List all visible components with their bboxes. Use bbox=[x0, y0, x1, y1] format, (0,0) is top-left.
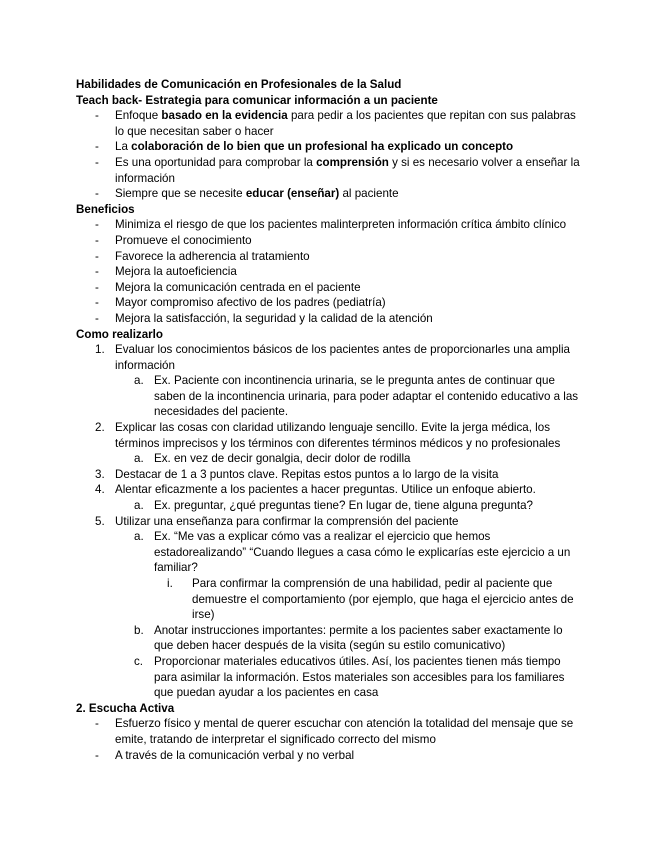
list-marker: 2. bbox=[95, 421, 105, 435]
list-marker: a. bbox=[134, 530, 144, 544]
list-marker: a. bbox=[134, 499, 144, 513]
list-marker: b. bbox=[134, 623, 144, 637]
list-item: - Siempre que se necesite educar (enseñar) al paciente bbox=[95, 187, 399, 201]
sub-sub-step: i. Para confirmar la comprensión de una habilidad, pedir al paciente que demuestre el comportamiento (por ejemplo, que haga el ejercicio antes de irse) bbox=[167, 577, 574, 622]
list-marker: 4. bbox=[95, 483, 105, 497]
list-marker: 1. bbox=[95, 343, 105, 357]
list-item: - Mejora la comunicación centrada en el paciente bbox=[95, 280, 361, 294]
list-marker: - bbox=[95, 717, 99, 731]
document-page bbox=[76, 77, 581, 763]
list-marker: - bbox=[95, 748, 99, 762]
list-marker: - bbox=[95, 187, 99, 201]
list-item: - Enfoque basado en la evidencia para pedir a los pacientes que repitan con sus palabras lo que necesitan saber o hacer bbox=[95, 109, 576, 138]
list-marker: - bbox=[95, 233, 99, 247]
list-marker: i. bbox=[167, 577, 173, 590]
numbered-step: 1. Evaluar los conocimientos básicos de los pacientes antes de proporcionarles una amplia información bbox=[95, 343, 570, 372]
teach-back-heading: Teach back- Estrategia para comunicar información a un paciente bbox=[76, 93, 438, 107]
escucha-activa-heading: 2. Escucha Activa bbox=[76, 701, 175, 715]
numbered-step: 3. Destacar de 1 a 3 puntos clave. Repitas estos puntos a lo largo de la visita bbox=[95, 467, 499, 481]
list-item: - A través de la comunicación verbal y no verbal bbox=[95, 748, 355, 762]
list-marker: - bbox=[95, 155, 99, 169]
list-item: - Es una oportunidad para comprobar la comprensión y si es necesario volver a enseñar la información bbox=[95, 155, 580, 185]
sub-step: a. Ex. “Me vas a explicar cómo vas a realizar el ejercicio que hemos estadorealizando” “Cuando llegues a casa cómo le explicarías este ejercicio a un familiar? bbox=[134, 530, 571, 575]
sub-step: a. Ex. en vez de decir gonalgia, decir dolor de rodilla bbox=[134, 452, 411, 466]
list-marker: a. bbox=[134, 452, 144, 466]
sub-step: c. Proporcionar materiales educativos útiles. Así, los pacientes tienen más tiempo para asimilar la información. Estos materiales son accesibles para los familiares que puedan ayudar a los pacientes en casa bbox=[134, 654, 565, 700]
list-item: - Favorece la adherencia al tratamiento bbox=[95, 249, 310, 263]
sub-step: a. Ex. preguntar, ¿qué preguntas tiene? En lugar de, tiene alguna pregunta? bbox=[134, 499, 534, 513]
list-item: - La colaboración de lo bien que un profesional ha explicado un concepto bbox=[95, 140, 514, 154]
document-title: Habilidades de Comunicación en Profesionales de la Salud bbox=[76, 78, 402, 91]
list-marker: 5. bbox=[95, 514, 105, 528]
list-item: - Promueve el conocimiento bbox=[95, 233, 252, 247]
list-marker: - bbox=[95, 249, 99, 263]
list-item: - Minimiza el riesgo de que los pacientes malinterpreten información crítica ámbito clínico bbox=[95, 218, 567, 232]
list-marker: a. bbox=[134, 374, 144, 388]
numbered-step: 4. Alentar eficazmente a los pacientes a hacer preguntas. Utilice un enfoque abierto. bbox=[95, 483, 536, 497]
list-item: - Esfuerzo físico y mental de querer escuchar con atención la totalidad del mensaje que se emite, tratando de interpretar el significado correcto del mismo bbox=[95, 717, 574, 746]
beneficios-heading: Beneficios bbox=[76, 202, 135, 216]
numbered-step: 2. Explicar las cosas con claridad utilizando lenguaje sencillo. Evite la jerga médica, los términos imprecisos y los términos con diferentes términos médicos y no profesionales bbox=[95, 421, 561, 450]
numbered-step: 5. Utilizar una enseñanza para confirmar la comprensión del paciente bbox=[95, 514, 459, 528]
list-marker: - bbox=[95, 109, 99, 123]
list-marker: - bbox=[95, 265, 99, 279]
list-marker: c. bbox=[134, 654, 144, 668]
list-marker: - bbox=[95, 280, 99, 294]
list-marker: - bbox=[95, 296, 99, 310]
list-marker: 3. bbox=[95, 467, 105, 481]
list-item: - Mayor compromiso afectivo de los padres (pediatría) bbox=[95, 296, 386, 310]
list-marker: - bbox=[95, 311, 99, 325]
sub-step: a. Ex. Paciente con incontinencia urinaria, se le pregunta antes de continuar que saben de la incontinencia urinaria, para poder adaptar el contenido educativo a las necesidades del paciente. bbox=[134, 374, 579, 419]
como-realizarlo-heading: Como realizarlo bbox=[76, 327, 163, 341]
list-item: - Mejora la satisfacción, la seguridad y la calidad de la atención bbox=[95, 311, 433, 325]
sub-step: b. Anotar instrucciones importantes: permite a los pacientes saber exactamente lo que deben hacer después de la visita (según su estilo comunicativo) bbox=[134, 623, 563, 653]
list-item: - Mejora la autoeficiencia bbox=[95, 265, 237, 279]
list-marker: - bbox=[95, 140, 99, 154]
list-marker: - bbox=[95, 218, 99, 232]
